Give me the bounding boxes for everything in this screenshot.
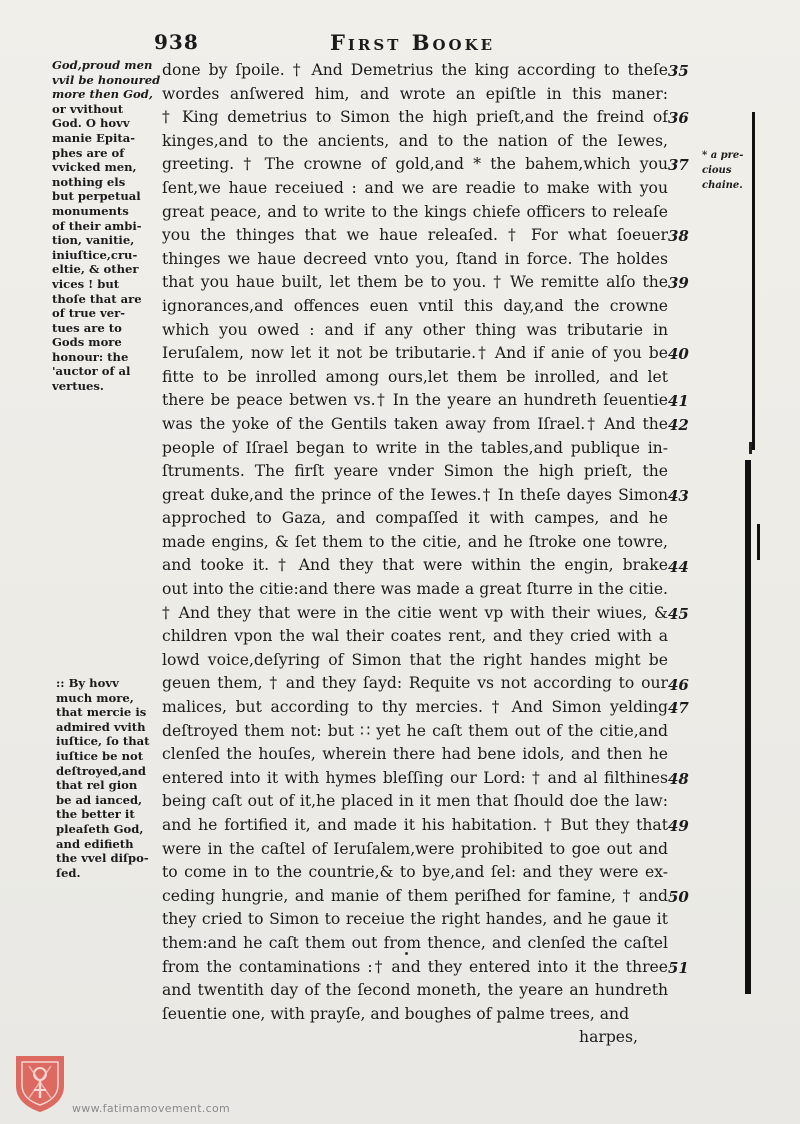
- text-line: † And they that were in the citie went vp with their wiues, &: [162, 603, 668, 622]
- text-line: geuen them, † and they ſayd: Requite vs not according to our: [162, 674, 668, 693]
- page-header: [150, 30, 690, 60]
- margin-note-line: be ad ianced,: [56, 792, 143, 807]
- text-line: clenſed the houſes, wherein there had bene idols, and then he: [162, 745, 668, 764]
- text-line: they cried to Simon to receiue the right handes, and he gaue it: [162, 910, 668, 929]
- verse-number: 48: [668, 770, 689, 788]
- margin-note-line: tues are to: [52, 320, 122, 335]
- margin-note-line: vices ! but: [52, 276, 120, 291]
- text-line: people of Iſrael began to write in the tables,and publique in-: [162, 438, 668, 457]
- margin-note-line: :: By hovv: [56, 676, 119, 690]
- margin-note-line: more then God,: [52, 87, 153, 102]
- text-line: made engins, & ſet them to the citie, and he ſtroke one towre,: [162, 532, 668, 551]
- margin-note-line: pleaſeth God,: [56, 821, 144, 836]
- margin-note-line: God. O hovv: [52, 116, 130, 131]
- verse-number: 46: [668, 675, 689, 694]
- margin-note-line: that rel gion: [56, 778, 138, 793]
- text-line: wordes anſwered him, and wrote an epiſtle in this maner:: [162, 84, 668, 103]
- text-line: deſtroyed them not: but ∷ yet he caſt them out of the citie,and: [162, 721, 668, 740]
- verse-number: 45: [668, 604, 689, 623]
- text-line: great peace, and to write to the kings chiefe officers to releaſe: [162, 202, 668, 221]
- margin-note-line: phes are of: [52, 145, 125, 160]
- verse-number: 40: [668, 345, 689, 364]
- margin-note-line: 'auctor of al: [52, 364, 131, 379]
- text-line: children vpon the wal their coates rent, and they cried with a: [162, 627, 668, 646]
- margin-note-line: honour: the: [52, 349, 129, 364]
- margin-note-line: deſtroyed,and: [56, 763, 146, 778]
- margin-note-line: or vvithout: [52, 101, 124, 116]
- margin-note-line: ſed.: [56, 865, 81, 880]
- text-line: from the contaminations :† and they entered into it the three: [162, 957, 668, 976]
- verse-number: 39: [668, 274, 689, 293]
- text-line: ceding hungrie, and manie of them periſhed for famine, † and: [162, 886, 668, 905]
- text-line: them:and he caſt them out from thence, and clenſed the caſtel: [162, 933, 668, 952]
- margin-rule-tick: [749, 442, 752, 454]
- margin-note-line: vertues.: [52, 379, 104, 394]
- fatima-movement-logo-icon: [12, 1052, 68, 1114]
- margin-note-line: that mercie is: [56, 705, 147, 720]
- margin-note-line: * a pre-: [702, 150, 744, 161]
- margin-note-line: the better it: [56, 807, 135, 822]
- verse-number: 38: [668, 227, 689, 246]
- text-line: to come in to the countrie,& to bye,and ſel: and they were ex-: [162, 863, 668, 882]
- text-line: kinges,and to the ancients, and to the nation of the Iewes,: [162, 131, 668, 150]
- text-line: ſent,we haue receiued : and we are readie to make with you: [162, 178, 668, 197]
- text-line: which you owed : and if any other thing was tributarie in: [162, 320, 668, 339]
- text-line: harpes,: [579, 1028, 638, 1047]
- left-margin-note-top: [52, 58, 160, 394]
- margin-note-line: admired vvith: [56, 719, 146, 734]
- text-line: Ieruſalem, now let it not be tributarie.† And if anie of you be: [162, 344, 668, 363]
- text-line: † King demetrius to Simon the high prieſt,and the freind of: [162, 108, 668, 127]
- text-line: lowd voice,deſyring of Simon that the right handes might be: [162, 650, 668, 669]
- margin-note-line: chaine.: [702, 180, 743, 191]
- main-text-column: [162, 59, 668, 1050]
- verse-number: 41: [668, 392, 689, 411]
- text-line: there be peace betwen vs.† In the yeare an hundreth ſeuentie: [162, 391, 668, 410]
- margin-note-line: eltie, & other: [52, 262, 139, 277]
- margin-note-line: vvil be honoured: [52, 72, 160, 87]
- margin-note-line: Gods more: [52, 335, 122, 350]
- verse-number: 43: [668, 486, 689, 505]
- text-line: being caſt out of it,he placed in it men that ſhould doe the law:: [162, 792, 668, 811]
- verse-number: 37: [668, 156, 689, 175]
- margin-note-line: tion, vanitie,: [52, 233, 135, 248]
- running-head: First Booke: [330, 30, 496, 55]
- verse-number: 35: [668, 62, 689, 80]
- ink-speck: [405, 952, 408, 955]
- text-line: done by ſpoile. † And Demetrius the king according to theſe: [162, 61, 668, 79]
- text-line: ſeuentie one, with prayſe, and boughes of palme trees, and: [162, 1004, 630, 1023]
- text-line: you the thinges that we haue releaſed. † For what ſoeuer: [162, 226, 668, 245]
- text-line: approched to Gaza, and compaſſed it with campes, and he: [162, 509, 668, 528]
- margin-note-line: cious: [702, 165, 732, 176]
- text-line: thinges we haue decreed vnto you, ſtand in force. The holdes: [162, 249, 668, 268]
- margin-note-line: the vvel diſpo-: [56, 851, 149, 866]
- margin-note-line: iuſtice, ſo that: [56, 734, 150, 749]
- margin-note-line: much more,: [56, 690, 134, 705]
- left-margin-note-bottom: [56, 676, 160, 880]
- margin-note-line: iniuſtice,cru-: [52, 247, 138, 262]
- verse-number: 42: [668, 416, 689, 434]
- margin-note-line: vvicked men,: [52, 160, 137, 175]
- verse-number: 47: [668, 699, 689, 718]
- verse-number: 51: [668, 958, 689, 977]
- text-line: out into the citie:and there was made a great ſturre in the citie.: [162, 580, 668, 599]
- margin-rule-upper: [752, 112, 755, 450]
- margin-note-line: thoſe that are: [52, 291, 142, 306]
- margin-note-line: manie Epita-: [52, 130, 136, 145]
- verse-number: 44: [668, 557, 689, 576]
- margin-rule-lower: [745, 460, 751, 994]
- text-line: was the yoke of the Gentils taken away from Iſrael.† And the: [162, 414, 668, 433]
- margin-note-line: God,proud men: [52, 58, 153, 72]
- text-line: and twentith day of the ſecond moneth, the yeare an hundreth: [162, 981, 668, 1000]
- page-number: 938: [154, 30, 199, 54]
- text-line: malices, but according to thy mercies. † And Simon yelding: [162, 698, 668, 717]
- margin-note-line: and edifieth: [56, 836, 134, 851]
- verse-number: 50: [668, 888, 689, 906]
- margin-note-line: monuments: [52, 203, 129, 218]
- watermark-url: www.fatimamovement.com: [72, 1102, 230, 1115]
- text-line: that you haue built, let them be to you. † We remitte alſo the: [162, 273, 668, 292]
- verse-number: 49: [668, 817, 689, 836]
- verse-number: 36: [668, 109, 689, 128]
- text-line: were in the caſtel of Ieruſalem,were prohibited to goe out and: [162, 839, 668, 858]
- margin-note-line: iuſtice be not: [56, 748, 144, 763]
- margin-note-line: of their ambi-: [52, 218, 142, 233]
- text-line: great duke,and the prince of the Iewes.† In theſe dayes Simon: [162, 485, 668, 504]
- text-line: and tooke it. † And they that were within the engin, brake: [162, 556, 668, 575]
- text-line: ignorances,and offences euen vntil this day,and the crowne: [162, 296, 668, 315]
- margin-note-line: of true ver-: [52, 306, 126, 321]
- margin-rule-notch: [757, 524, 760, 560]
- margin-note-line: but perpetual: [52, 189, 141, 204]
- text-line: fitte to be inrolled among ours,let them be inrolled, and let: [162, 367, 668, 386]
- text-line: greeting. † The crowne of gold,and * the bahem,which you: [162, 155, 668, 174]
- margin-note-line: nothing els: [52, 174, 126, 189]
- text-line: ſtruments. The firſt yeare vnder Simon the high prieſt, the: [162, 462, 668, 481]
- text-line: and he fortified it, and made it his habitation. † But they that: [162, 816, 668, 834]
- text-line: entered into it with hymes bleſſing our Lord: † and al filthines: [162, 768, 668, 787]
